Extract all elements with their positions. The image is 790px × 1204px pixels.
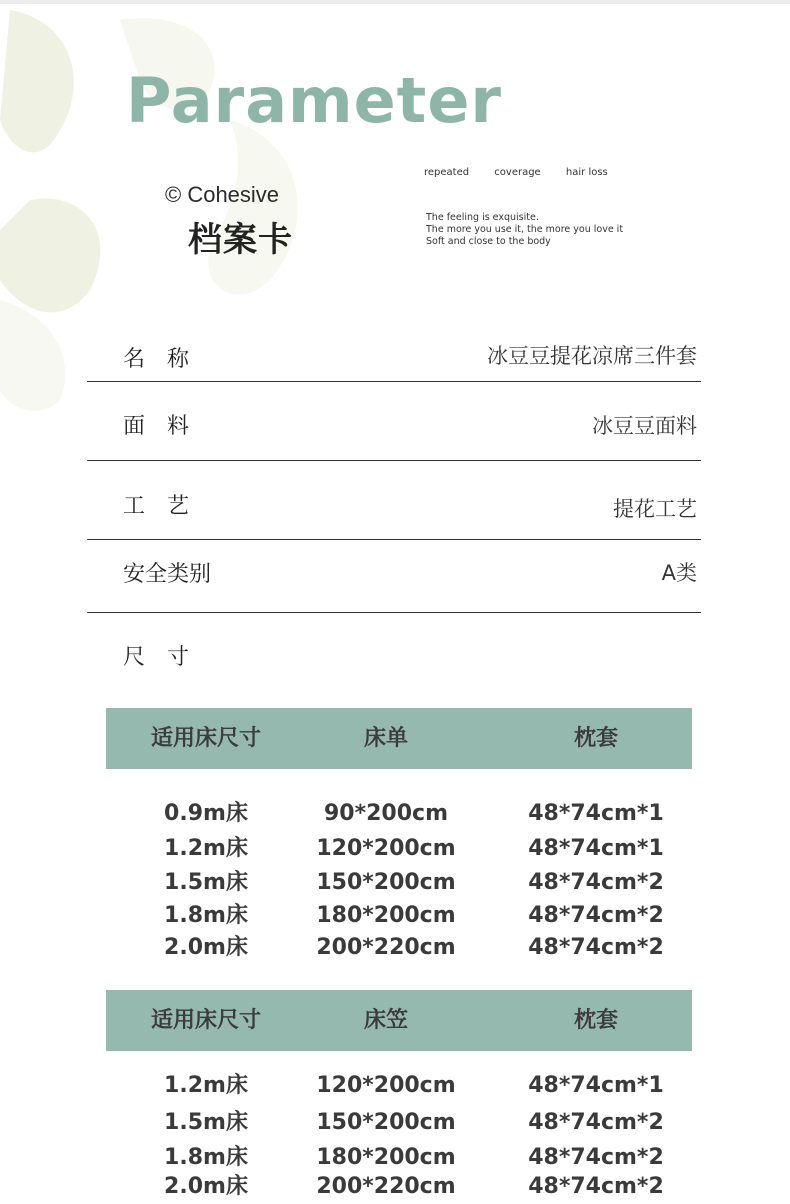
table-cell: 90*200cm bbox=[323, 801, 448, 826]
table-cell: 120*200cm bbox=[316, 1073, 456, 1098]
fitted-sheet-table-header bbox=[106, 990, 692, 1051]
spec-value: 冰豆豆提花凉席三件套 bbox=[487, 344, 697, 368]
table-cell: 2.0m床 bbox=[164, 1174, 248, 1199]
column-header: 适用床尺寸 bbox=[150, 726, 261, 751]
spec-row-name bbox=[87, 330, 701, 382]
spec-value: 冰豆豆面料 bbox=[592, 414, 697, 438]
slogan bbox=[426, 212, 623, 248]
table-cell: 1.8m床 bbox=[164, 1145, 248, 1170]
slogan-line: The feeling is exquisite. bbox=[426, 212, 539, 223]
table-cell: 200*220cm bbox=[316, 935, 456, 960]
slogan-line: The more you use it, the more you love it bbox=[426, 224, 624, 235]
table-cell: 150*200cm bbox=[316, 1110, 456, 1135]
spec-row-safety bbox=[87, 539, 701, 613]
feature-tag: coverage bbox=[494, 167, 541, 178]
table-cell: 1.5m床 bbox=[164, 1110, 248, 1135]
table-cell: 150*200cm bbox=[316, 870, 456, 895]
brand-name: © Cohesive bbox=[165, 182, 280, 207]
table-row bbox=[106, 1106, 692, 1140]
table-cell: 48*74cm*1 bbox=[528, 836, 664, 861]
feature-tag: hair loss bbox=[565, 167, 608, 178]
feature-tag: repeated bbox=[424, 167, 470, 178]
table-cell: 0.9m床 bbox=[164, 801, 248, 826]
card-title: 档案卡 bbox=[188, 220, 293, 260]
size-table-header bbox=[106, 708, 692, 769]
spec-label: 安全类别 bbox=[123, 562, 212, 587]
table-cell: 2.0m床 bbox=[164, 935, 248, 960]
table-cell: 120*200cm bbox=[316, 836, 456, 861]
table-cell: 48*74cm*2 bbox=[528, 935, 664, 960]
spec-label: 名 称 bbox=[123, 347, 190, 372]
table-cell: 48*74cm*2 bbox=[528, 903, 664, 928]
column-header: 枕套 bbox=[573, 726, 618, 751]
spec-label: 面 料 bbox=[123, 414, 190, 439]
table-row bbox=[106, 899, 692, 933]
spec-value: A类 bbox=[661, 561, 697, 585]
feature-tags bbox=[424, 167, 630, 178]
table-row bbox=[106, 931, 692, 965]
table-cell: 48*74cm*2 bbox=[528, 870, 664, 895]
table-cell: 48*74cm*2 bbox=[528, 1145, 664, 1170]
column-header: 枕套 bbox=[573, 1008, 618, 1033]
spec-row-fabric bbox=[87, 381, 701, 461]
table-cell: 1.2m床 bbox=[164, 836, 248, 861]
column-header: 床笠 bbox=[363, 1008, 408, 1033]
table-cell: 1.5m床 bbox=[164, 870, 248, 895]
table-row bbox=[106, 1069, 692, 1103]
spec-value: 提花工艺 bbox=[613, 497, 697, 521]
hero-title: Parameter bbox=[126, 64, 502, 137]
slogan-line: Soft and close to the body bbox=[426, 236, 551, 247]
size-heading: 尺 寸 bbox=[123, 645, 190, 670]
table-cell: 180*200cm bbox=[316, 903, 456, 928]
table-cell: 48*74cm*1 bbox=[528, 1073, 664, 1098]
column-header: 床单 bbox=[363, 726, 408, 751]
table-cell: 180*200cm bbox=[316, 1145, 456, 1170]
table-cell: 48*74cm*1 bbox=[528, 801, 664, 826]
table-row bbox=[106, 832, 692, 866]
table-cell: 1.2m床 bbox=[164, 1073, 248, 1098]
spec-label: 工 艺 bbox=[123, 494, 190, 519]
table-row bbox=[106, 797, 692, 831]
table-cell: 48*74cm*2 bbox=[528, 1110, 664, 1135]
spec-row-craft bbox=[87, 460, 701, 540]
table-cell: 48*74cm*2 bbox=[528, 1174, 664, 1199]
column-header: 适用床尺寸 bbox=[150, 1008, 261, 1033]
table-row bbox=[106, 866, 692, 900]
table-row bbox=[106, 1170, 692, 1204]
table-cell: 200*220cm bbox=[316, 1174, 456, 1199]
table-cell: 1.8m床 bbox=[164, 903, 248, 928]
